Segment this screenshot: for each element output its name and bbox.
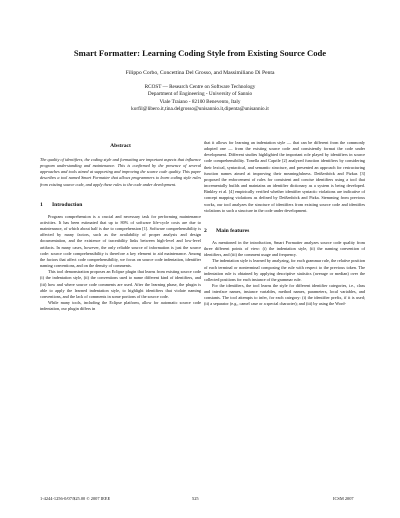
affiliation-emails: korfil@libero.it,tina.delgrosso@unisannio.it,dipenta@unisannio.it	[131, 105, 269, 112]
section-title: Main features	[216, 227, 250, 234]
section-heading-main-features	[204, 228, 365, 234]
right-column	[204, 140, 365, 308]
section-title: Introduction	[52, 201, 83, 208]
paper-authors: Filippo Corbo, Concettina Del Grosso, and Massimiliano Di Penta	[125, 70, 275, 76]
footer-isbn: 1-4244-1256-0/07/$25.00 © 2007 IEEE	[40, 496, 111, 501]
intro-paragraph-3: While many tools, including the Eclipse platform, allow for automatic source code indentation, our plugin differs in	[40, 299, 201, 312]
affiliation-department: Department of Engineering - University of Sannio	[147, 91, 253, 98]
section-heading-introduction	[40, 202, 201, 208]
intro-paragraph-2: This tool demonstration proposes an Eclipse plugin that learns from existing source code (i) the indentation style, (ii) the conventions used to name different kind of identifiers, and (iii) how and where source code comments are used. After the learning phase, the plugin is able to apply the learned indentation style, to highlight identifiers that violate naming conventions, and the lack of comments in some portions of the source code.	[40, 269, 201, 299]
paper-title: Smart Formatter: Learning Coding Style from Existing Source Code	[73, 48, 327, 58]
intro-continued-paragraph: that it allows for learning an indentation style — that can be different from the commonly adopted one — from the existing source code and consistently format the code under development. Different studies highlighted the important role played by identifiers in source code comprehensibility. Tonella and Caprile [2] analyzed function identifiers by considering their lexical, syntactical, and semantic structure, and presented an approach for restructuring function names aimed at improving their meaningfulness. Deißenböck and Pizkas [3] proposed the enforcement of rules for consistent and concise identifiers using a tool that incrementally builds and maintains an identifier dictionary as a system is being developed. Binkley et al. [4] empirically verified whether identifier syntactic violations are indicative of concept mapping violations as defined by Deißenböck and Pizka. Stemming from previous works, our tool analyzes the structure of identifiers from existing source code and identifies violations to such a structure in the code under development.	[204, 140, 365, 213]
abstract-text: The quality of identifiers, the coding style and formatting are important aspects that influence program understanding and maintenance. This is confirmed by the presence of several approaches and tools aimed at supporting and improving the source code quality. This paper describes a tool named Smart Formatter that allows programmers to learn coding style rules from existing source code, and apply these rules to the code under development.	[40, 157, 201, 187]
footer-page-number: 525	[192, 496, 199, 501]
features-paragraph-1: As mentioned in the introduction, Smart Formatter analyzes source code quality from three different points of view: (i) the indentation style, (ii) the naming convention of identifiers, and (iii) the comment usage and frequency.	[204, 239, 365, 258]
features-paragraph-3: For the identifiers, the tool learns the style for different identifier categories, i.e., class and interface names, instance variables, method names, parameters, local variables, and constants. The tool attempts to infer, for each category: (i) the identifier prefix, if it is used; (ii) a separator (e.g., camel case or a special character); and (iii) by using the Word-	[204, 282, 365, 307]
features-paragraph-2: The indentation style is learned by analyzing, for each grammar rule, the relative position of each terminal or nonterminal composing the rule with respect to the previous token. The indentation rule is obtained by applying descriptive statistics (average or median) over the collected positions for each instance of the grammar rule.	[204, 258, 365, 282]
section-number: 1	[40, 201, 43, 208]
abstract-heading: Abstract	[110, 143, 131, 149]
section-number: 2	[204, 227, 207, 234]
affiliation-address: Viale Traiano - 82100 Benevento, Italy	[159, 98, 241, 105]
affiliation-block	[0, 84, 400, 113]
affiliation-centre: RCOST — Research Centre on Software Technology	[144, 84, 256, 90]
left-column	[40, 143, 201, 312]
footer-venue: ICSM 2007	[333, 496, 354, 501]
intro-paragraph-1: Program comprehension is a crucial and necessary task for performing maintenance activities. It has been estimated that up to 80% of software life-cycle costs are due to maintenance, of which about half is due to comprehension [1]. Software comprehensibility is affected by many factors, such as the availability of proper analysis and design documentation, and the existence of traceability links between high-level and low-level artifacts. In many cases, however, the only reliable source of information is just the source code: source code comprehensibility is therefore a key element to aid maintenance. Among the factors that affect code comprehensibility, we focus on source code indentation, identifier naming conventions, and on the density of comments.	[40, 213, 201, 269]
